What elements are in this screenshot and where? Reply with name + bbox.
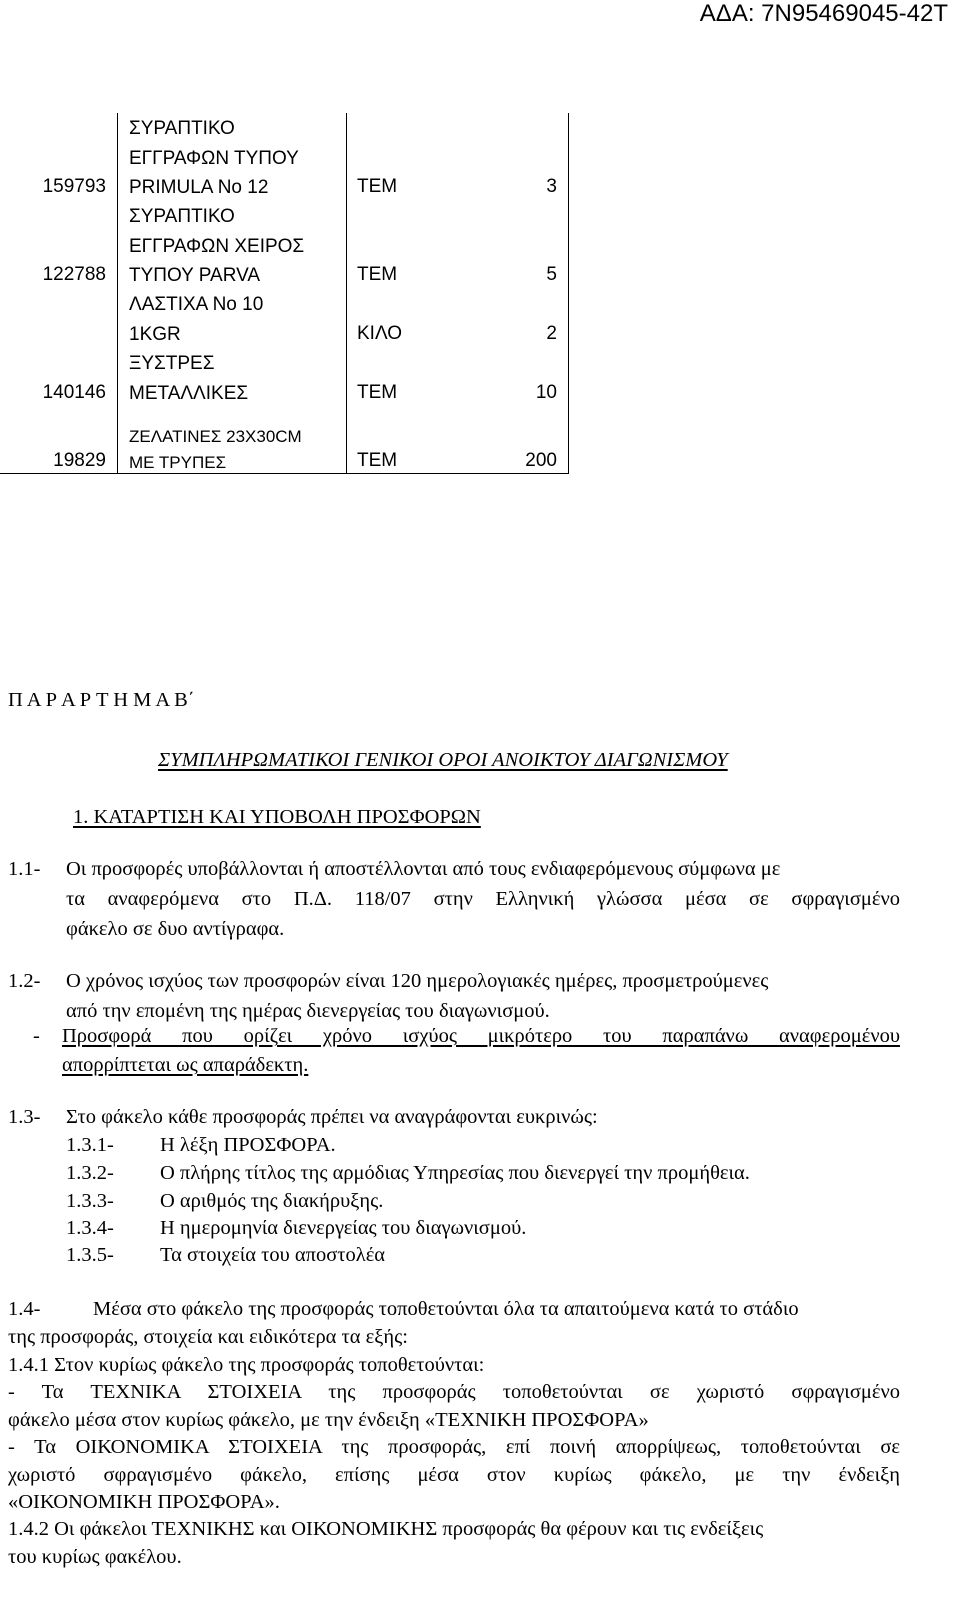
clause-number: 1.2- [8, 970, 41, 992]
clause-text: Στο φάκελο κάθε προσφοράς πρέπει να αναγράφονται ευκρινώς: [66, 1106, 598, 1128]
annex-subtitle: ΣΥΜΠΛΗΡΩΜΑΤΙΚΟΙ ΓΕΝΙΚΟΙ ΟΡΟΙ ΑΝΟΙΚΤΟΥ ΔΙΑΓΩΝΙΣΜΟΥ [158, 749, 728, 771]
subclause-number: 1.3.5- [66, 1244, 114, 1266]
note-dash: - [33, 1025, 40, 1047]
subclause-text: 1.4.1 Στον κυρίως φάκελο της προσφοράς τοποθετούνται: [8, 1354, 485, 1376]
subclause-text: 1.4.2 Οι φάκελοι ΤΕΧΝΙΚΗΣ και ΟΙΚΟΝΟΜΙΚΗΣ προσφοράς θα φέρουν και τις ενδείξεις [8, 1518, 764, 1540]
subclause-number: 1.3.4- [66, 1217, 114, 1239]
annex-title: Π Α Ρ Α Ρ Τ Η Μ Α Β΄ [8, 689, 195, 711]
clause-number: 1.4- [8, 1298, 41, 1320]
item-unit: ΚΙΛΟ [357, 323, 403, 344]
item-quantity: 3 [546, 176, 557, 197]
subclause-text: Τα στοιχεία του αποστολέα [160, 1244, 386, 1266]
item-code: 140146 [42, 382, 106, 403]
table-divider [117, 113, 118, 473]
item-quantity: 2 [546, 323, 557, 344]
financial-offer-text: «ΟΙΚΟΝΟΜΙΚΗ ΠΡΟΣΦΟΡΑ». [8, 1491, 280, 1513]
rejection-note: απορρίπτεται ως απαράδεκτη. [62, 1054, 309, 1076]
subclause-text: Η ημερομηνία διενεργείας του διαγωνισμού. [160, 1217, 527, 1239]
item-unit: ΤΕΜ [357, 450, 398, 471]
item-description: ΣΥΡΑΠΤΙΚΟ ΕΓΓΡΑΦΩΝ ΧΕΙΡΟΣ ΤΥΠΟΥ PARVA [129, 206, 305, 286]
item-unit: ΤΕΜ [357, 176, 398, 197]
technical-offer-text: φάκελο μέσα στον κυρίως φάκελο, με την ένδειξη «ΤΕΧΝΙΚΗ ΠΡΟΣΦΟΡΑ» [8, 1409, 649, 1431]
clause-number: 1.1- [8, 858, 41, 880]
subclause-number: 1.3.1- [66, 1134, 114, 1156]
clause-number: 1.3- [8, 1106, 41, 1128]
item-description: ΛΑΣΤΙΧΑ No 10 1KGR [129, 294, 264, 345]
item-description: ΣΥΡΑΠΤΙΚΟ ΕΓΓΡΑΦΩΝ ΤΥΠΟΥ PRIMULA No 12 [129, 118, 299, 198]
subclause-text: Η λέξη ΠΡΟΣΦΟΡΑ. [160, 1134, 336, 1156]
item-description: ΞΥΣΤΡΕΣ ΜΕΤΑΛΛΙΚΕΣ [129, 353, 249, 404]
clause-text: τα αναφερόμενα στο Π.Δ. 118/07 στην Ελληνική γλώσσα μέσα σε σφραγισμένο [66, 888, 900, 910]
clause-text: Μέσα στο φάκελο της προσφοράς τοποθετούνται όλα τα απαιτούμενα κατά το στάδιο [93, 1298, 799, 1320]
item-description: ΖΕΛΑΤΙΝΕΣ 23Χ30CM ΜΕ ΤΡΥΠΕΣ [129, 427, 302, 472]
clause-text: φάκελο σε δυο αντίγραφα. [66, 918, 285, 940]
item-code: 19829 [53, 450, 106, 471]
ada-code: ΑΔΑ: 7Ν95469045-42Τ [699, 0, 948, 27]
items-table [0, 0, 960, 500]
item-unit: ΤΕΜ [357, 382, 398, 403]
item-quantity: 200 [525, 450, 557, 471]
subclause-number: 1.3.3- [66, 1190, 114, 1212]
section-1-title: 1. ΚΑΤΑΡΤΙΣΗ ΚΑΙ ΥΠΟΒΟΛΗ ΠΡΟΣΦΟΡΩΝ [73, 806, 481, 828]
item-code: 122788 [42, 264, 106, 285]
subclause-number: 1.3.2- [66, 1162, 114, 1184]
item-unit: ΤΕΜ [357, 264, 398, 285]
subclause-text: Ο πλήρης τίτλος της αρμόδιας Υπηρεσίας που διενεργεί την προμήθεια. [160, 1162, 750, 1184]
subclause-text: Ο αριθμός της διακήρυξης. [160, 1190, 384, 1212]
item-quantity: 10 [535, 382, 557, 403]
item-quantity: 5 [546, 264, 557, 285]
clause-text: Οι προσφορές υποβάλλονται ή αποστέλλονται από τους ενδιαφερόμενους σύμφωνα με [66, 858, 781, 880]
clause-text: από την επομένη της ημέρας διενεργείας του διαγωνισμού. [66, 1000, 550, 1022]
financial-offer-text: - Τα ΟΙΚΟΝΟΜΙΚΑ ΣΤΟΙΧΕΙΑ της προσφοράς, επί ποινή απορρίψεως, τοποθετούνται σε [8, 1436, 900, 1458]
financial-offer-text: χωριστό σφραγισμένο φάκελο, επίσης μέσα στον κυρίως φάκελο, με την ένδειξη [8, 1464, 900, 1486]
clause-text: της προσφοράς, στοιχεία και ειδικότερα τα εξής: [8, 1326, 408, 1348]
rejection-note: Προσφορά που ορίζει χρόνο ισχύος μικρότερο του παραπάνω αναφερομένου [62, 1025, 900, 1047]
table-divider [346, 113, 347, 473]
item-code: 159793 [42, 176, 106, 197]
subclause-text: του κυρίως φακέλου. [8, 1546, 182, 1568]
technical-offer-text: - Τα ΤΕΧΝΙΚΑ ΣΤΟΙΧΕΙΑ της προσφοράς τοποθετούνται σε χωριστό σφραγισμένο [8, 1381, 900, 1403]
table-divider [568, 113, 569, 473]
clause-text: Ο χρόνος ισχύος των προσφορών είναι 120 ημερολογιακές ημέρες, προσμετρούμενες [66, 970, 769, 992]
